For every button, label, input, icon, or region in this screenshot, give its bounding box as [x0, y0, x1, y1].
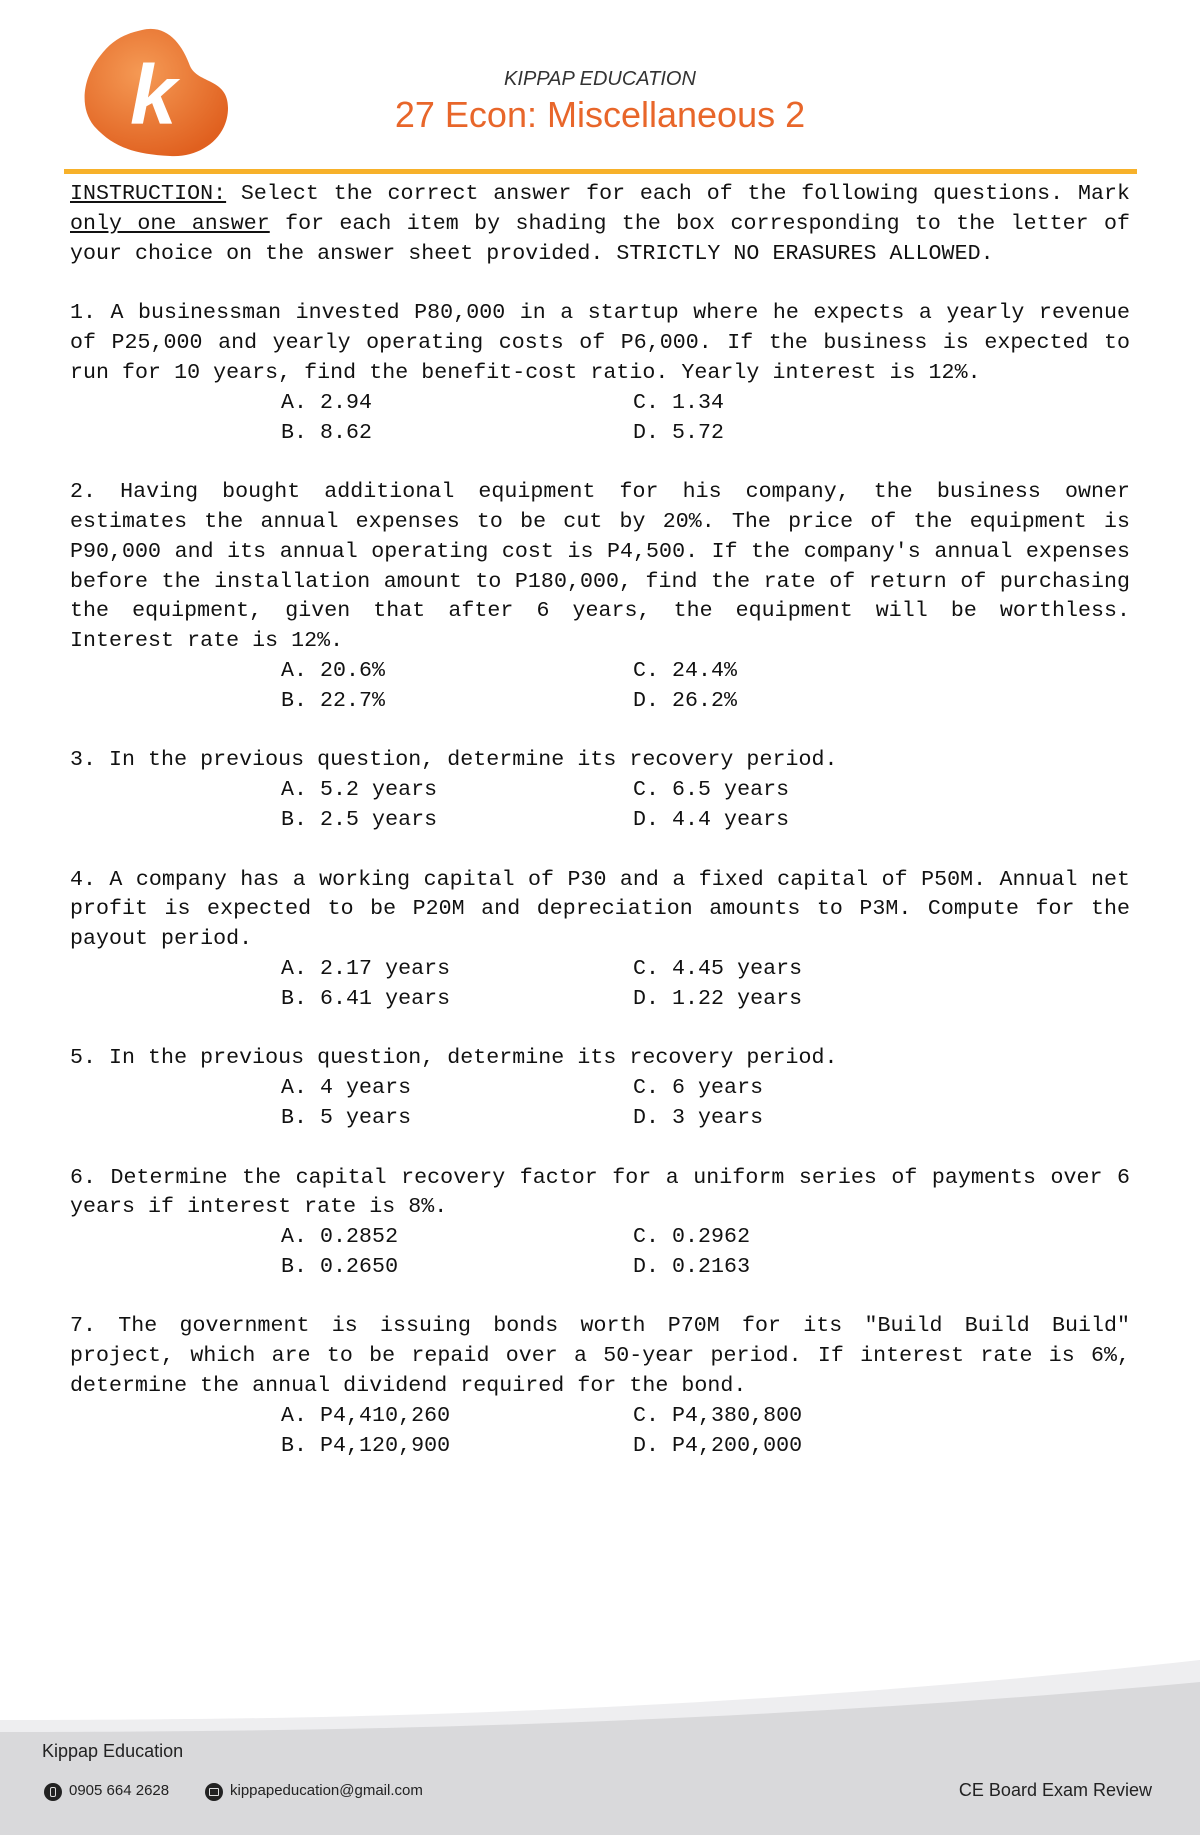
- exam-content: [70, 180, 1130, 1491]
- question-item: [70, 299, 1130, 448]
- choice-d: D. P4,200,000: [633, 1433, 803, 1458]
- footer-org: Kippap Education: [42, 1741, 184, 1761]
- choice-c: C. 6.5 years: [633, 778, 790, 803]
- org-name: KIPPAP EDUCATION: [504, 68, 696, 90]
- instruction-emphasis: only one answer: [70, 211, 270, 236]
- choice-c: C. 1.34: [633, 390, 725, 415]
- question-item: [70, 866, 1130, 1015]
- question-text: 1. A businessman invested P80,000 in a startup where he expects a yearly revenue of P25,000 and yearly operating costs of P6,000. If the business is expected to run for 10 years, find the benefit-cost ratio. Yearly interest is 12%.: [70, 301, 1130, 385]
- choice-a: A. 2.94: [281, 390, 373, 415]
- choice-b: B. 6.41 years: [281, 986, 451, 1011]
- question-item: [70, 1312, 1130, 1461]
- choice-c: C. P4,380,800: [633, 1403, 803, 1428]
- choice-d: D. 5.72: [633, 420, 725, 445]
- question-text: 2. Having bought additional equipment for his company, the business owner estimates the annual expenses to be cut by 20%. The price of the equipment is P90,000 and its annual operating cost is P4,500. If the company's annual expenses before the installation amount to P180,000, find the rate of return of purchasing the equipment, given that after 6 years, the equipment will be worthless. Interest rate is 12%.: [70, 480, 1130, 654]
- choice-a: A. P4,410,260: [281, 1403, 451, 1428]
- choice-grid: [281, 1074, 1130, 1134]
- question-item: [70, 1164, 1130, 1283]
- choice-c: C. 6 years: [633, 1076, 764, 1101]
- question-item: [70, 746, 1130, 835]
- email-icon: [205, 1783, 223, 1801]
- choice-c: C. 0.2962: [633, 1225, 751, 1250]
- choice-d: D. 3 years: [633, 1105, 764, 1130]
- page-title: 27 Econ: Miscellaneous 2: [394, 94, 806, 135]
- choice-d: D. 1.22 years: [633, 986, 803, 1011]
- choice-grid: [281, 389, 1130, 449]
- choice-a: A. 5.2 years: [281, 778, 438, 803]
- choice-b: B. 2.5 years: [281, 807, 438, 832]
- choice-b: B. P4,120,900: [281, 1433, 451, 1458]
- choice-b: B. 8.62: [281, 420, 373, 445]
- footer-email: kippapeducation@gmail.com: [230, 1782, 423, 1799]
- header-divider: [64, 169, 1137, 174]
- question-text: 6. Determine the capital recovery factor for a uniform series of payments over 6 years if interest rate is 8%.: [70, 1165, 1130, 1220]
- choice-a: A. 2.17 years: [281, 956, 451, 981]
- choice-b: B. 22.7%: [281, 688, 386, 713]
- choice-d: D. 4.4 years: [633, 807, 790, 832]
- choice-grid: [281, 657, 1130, 717]
- question-item: [70, 1044, 1130, 1133]
- choice-grid: [281, 1223, 1130, 1283]
- instruction-label: INSTRUCTION:: [70, 182, 227, 206]
- choice-a: A. 4 years: [281, 1076, 412, 1101]
- phone-icon: [44, 1783, 62, 1801]
- instruction: [70, 180, 1130, 269]
- choice-grid: [281, 955, 1130, 1015]
- kippap-logo: [82, 26, 230, 160]
- question-list: [70, 299, 1130, 1461]
- question-text: 3. In the previous question, determine its recovery period.: [70, 748, 838, 773]
- choice-grid: [281, 776, 1130, 836]
- footer-review-label: CE Board Exam Review: [958, 1780, 1152, 1800]
- instruction-text-1: Select the correct answer for each of the following questions. Mark: [226, 182, 1130, 206]
- choice-d: D. 0.2163: [633, 1254, 751, 1279]
- choice-d: D. 26.2%: [633, 688, 738, 713]
- question-text: 4. A company has a working capital of P30 and a fixed capital of P50M. Annual net profit is expected to be P20M and depreciation amounts to P3M. Compute for the payout period.: [70, 867, 1130, 952]
- choice-a: A. 0.2852: [281, 1225, 399, 1250]
- footer-phone: 0905 664 2628: [69, 1782, 170, 1799]
- question-text: 7. The government is issuing bonds worth P70M for its "Build Build Build" project, which are to be repaid over a 50-year period. If interest rate is 6%, determine the annual dividend required for the bond.: [70, 1314, 1130, 1399]
- choice-c: C. 24.4%: [633, 658, 738, 683]
- choice-c: C. 4.45 years: [633, 956, 803, 981]
- logo-letter: k: [130, 48, 177, 142]
- choice-a: A. 20.6%: [281, 658, 386, 683]
- choice-grid: [281, 1402, 1130, 1462]
- choice-b: B. 5 years: [281, 1105, 412, 1130]
- question-item: [70, 478, 1130, 716]
- instruction-text-2: for each item by shading the box corresponding to the letter of your choice on the answer sheet provided. STRICTLY NO ERASURES ALLOWED.: [70, 211, 1130, 266]
- question-text: 5. In the previous question, determine its recovery period.: [70, 1046, 838, 1071]
- choice-b: B. 0.2650: [281, 1254, 399, 1279]
